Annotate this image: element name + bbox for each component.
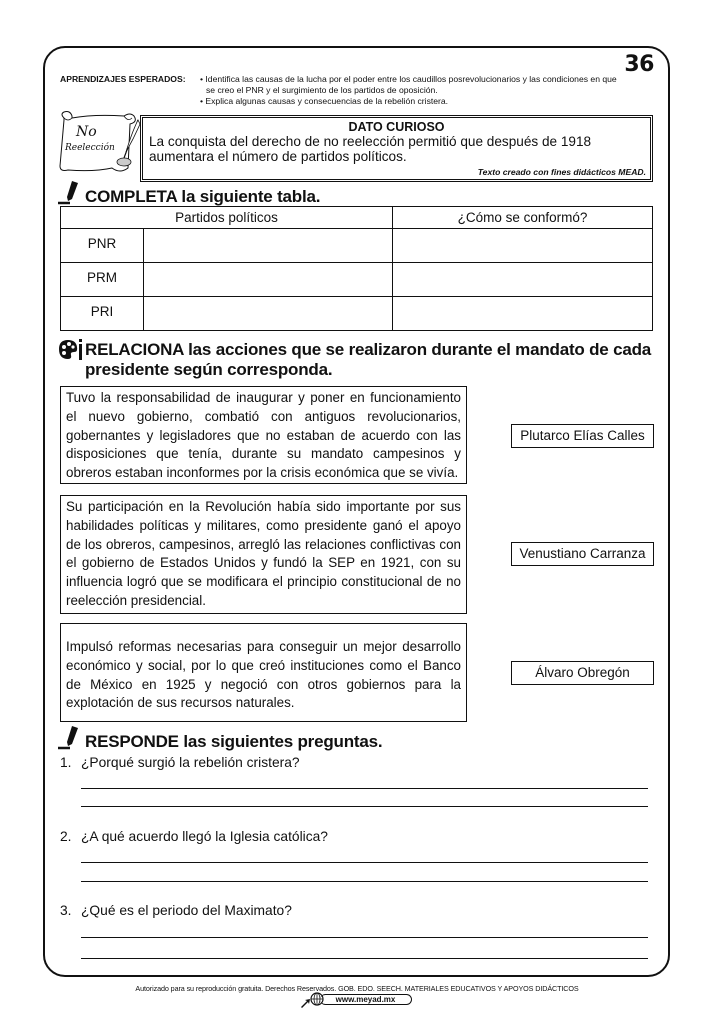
question: 1. ¿Porqué surgió la rebelión cristera? <box>60 755 300 770</box>
party-label: PRM <box>61 263 144 297</box>
answer-line[interactable] <box>81 937 648 938</box>
question: 2. ¿A qué acuerdo llegó la Iglesia católica? <box>60 829 328 844</box>
answer-line[interactable] <box>81 958 648 959</box>
section-heading-relaciona: RELACIONA las acciones que se realizaron durante el mandato de cada presidente según corresponda. <box>58 340 658 380</box>
answer-cell-partidos[interactable] <box>144 229 393 263</box>
answer-line[interactable] <box>81 881 648 882</box>
answer-line[interactable] <box>81 862 648 863</box>
president-option[interactable]: Plutarco Elías Calles <box>511 424 654 448</box>
answer-cell-partidos[interactable] <box>144 263 393 297</box>
header-como-se-conformo: ¿Cómo se conformó? <box>393 207 653 229</box>
answer-line[interactable] <box>81 788 648 789</box>
website-badge <box>300 994 415 1006</box>
description-box: Su participación en la Revolución había sido importante por sus habilidades políticas y militares, como presidente ganó el apoyo de los obreros, campesinos, arregló las relaciones conflictivas con el gobierno de Estados Unidos y fundó la SEP en 1921, con su influencia logró que se modificara el principio constitucional de no reelección presidencial. <box>60 495 467 614</box>
no-reeleccion-scroll-icon <box>54 110 142 176</box>
website-link[interactable]: www.meyad.mx <box>320 994 412 1005</box>
learning-objectives-label: APRENDIZAJES ESPERADOS: <box>60 74 186 84</box>
footer-notice: Autorizado para su reproducción gratuita. Derechos Reservados. GOB. EDO. SEECH. MATERIALES EDUCATIVOS Y APOYOS DIDÁCTICOS <box>135 984 579 993</box>
answer-cell-como[interactable] <box>393 263 653 297</box>
description-box: Tuvo la responsabilidad de inaugurar y poner en funcionamiento el nuevo gobierno, combatió con antiguos revolucionarios, gobernantes y legisladores que no estaban de acuerdo con las disposiciones que tenía, durante su mandato campesinos y obreros estaban inconformes por la crisis económica que se vivía. <box>60 386 467 484</box>
answer-line[interactable] <box>81 806 648 807</box>
section-heading-completa: COMPLETA la siguiente tabla. <box>58 187 320 207</box>
table-row <box>61 229 653 263</box>
fun-fact-credit: Texto creado con fines didácticos MEAD. <box>477 167 646 177</box>
objective-1-cont: se creo el PNR y el surgimiento de los partidos de oposición. <box>206 85 438 95</box>
question: 3. ¿Qué es el periodo del Maximato? <box>60 903 292 918</box>
page-number: 36 <box>624 52 654 77</box>
president-option[interactable]: Venustiano Carranza <box>511 542 654 566</box>
party-label: PNR <box>61 229 144 263</box>
objective-2: • Explica algunas causas y consecuencias de la rebelión cristera. <box>200 96 449 106</box>
fun-fact-body: La conquista del derecho de no reelección permitió que después de 1918 aumentara el número de partidos políticos. <box>149 134 592 164</box>
section-heading-responde: RESPONDE las siguientes preguntas. <box>58 732 382 752</box>
president-option[interactable]: Álvaro Obregón <box>511 661 654 685</box>
answer-cell-como[interactable] <box>393 297 653 331</box>
svg-text:No: No <box>76 124 97 140</box>
fun-fact-box <box>142 117 651 180</box>
party-label: PRI <box>61 297 144 331</box>
table-row <box>61 297 653 331</box>
answer-cell-partidos[interactable] <box>144 297 393 331</box>
objective-1: • Identifica las causas de la lucha por el poder entre los caudillos posrevolucionarios y las condiciones en que <box>200 74 617 84</box>
header-partidos: Partidos políticos <box>61 207 393 229</box>
palette-pencil-icon <box>58 339 86 366</box>
fun-fact-title: DATO CURIOSO <box>348 120 445 134</box>
table-row <box>61 263 653 297</box>
pencil-write-icon <box>58 724 84 755</box>
answer-cell-como[interactable] <box>393 229 653 263</box>
svg-text:Reelección: Reelección <box>65 143 115 153</box>
parties-table <box>60 206 653 331</box>
description-box: Impulsó reformas necesarias para conseguir un mejor desarrollo económico y social, por lo que creó instituciones como el Banco de México en 1925 y negoció con otros gobiernos para la explotación de sus recursos naturales. <box>60 623 467 722</box>
